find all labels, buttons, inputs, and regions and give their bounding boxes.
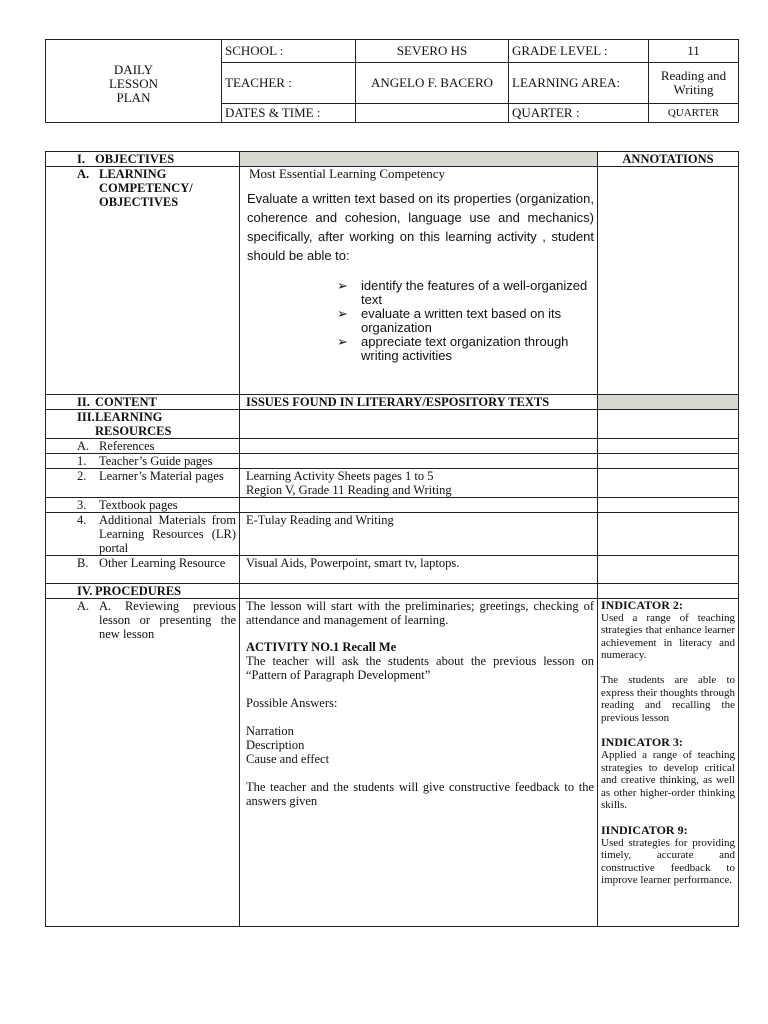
closing-text: The teacher and the students will give constructive feedback to the answers given bbox=[246, 780, 594, 808]
melc-text: Evaluate a written text based on its properties (organization, coherence and cohesion, language use and mechanics) specifically, after working on this learning activity , student should be able to: bbox=[247, 191, 594, 263]
indicator-text: Used a range of teaching strategies that enhance learner achievement in literacy and numeracy. bbox=[601, 611, 735, 662]
empty-cell bbox=[598, 410, 739, 439]
possible-answers-label: Possible Answers: bbox=[246, 696, 338, 710]
procedure-content bbox=[240, 599, 598, 927]
indicator-heading: IINDICATOR 9: bbox=[601, 822, 688, 837]
resource-value: Learning Activity Sheets pages 1 to 5 Region V, Grade 11 Reading and Writing bbox=[240, 469, 598, 498]
content-shaded-cell bbox=[598, 395, 739, 410]
resource-row bbox=[46, 498, 240, 513]
competency-label-cell bbox=[46, 167, 240, 395]
resource-label: Teacher’s Guide pages bbox=[99, 454, 213, 468]
item-key: A. bbox=[77, 599, 90, 613]
procedures-heading bbox=[46, 584, 240, 599]
area-label: LEARNING AREA: bbox=[509, 63, 649, 104]
resource-row bbox=[46, 454, 240, 469]
procedure-annotations bbox=[598, 599, 739, 927]
indicator-heading: INDICATOR 2: bbox=[601, 598, 683, 612]
bullet-text: appreciate text organization through writing activities bbox=[361, 334, 569, 363]
teacher-label: TEACHER : bbox=[222, 63, 356, 104]
content-value: ISSUES FOUND IN LITERARY/ESPOSITORY TEXTS bbox=[240, 395, 598, 410]
teacher-value: ANGELO F. BACERO bbox=[356, 63, 509, 104]
bullet-text: identify the features of a well-organized text bbox=[361, 278, 588, 307]
section-number: III. bbox=[77, 410, 95, 424]
resource-label: References bbox=[99, 439, 155, 453]
resource-value bbox=[240, 439, 598, 454]
section-title: PROCEDURES bbox=[95, 584, 182, 598]
annotation-cell bbox=[598, 167, 739, 395]
annotations-header: ANNOTATIONS bbox=[598, 152, 739, 167]
indicator-heading: INDICATOR 3: bbox=[601, 735, 683, 750]
intro-text: The lesson will start with the preliminaries; greetings, checking of attendance and management of learning. bbox=[246, 599, 594, 627]
quarter-label: QUARTER : bbox=[509, 104, 649, 123]
header-table bbox=[45, 39, 739, 123]
area-value: Reading and Writing bbox=[649, 63, 739, 104]
school-value: SEVERO HS bbox=[356, 40, 509, 63]
empty-cell bbox=[598, 513, 739, 556]
arrow-bullet-icon: ➢ bbox=[337, 278, 348, 293]
item-key: 1. bbox=[77, 454, 87, 468]
resource-row bbox=[46, 439, 240, 454]
arrow-bullet-icon: ➢ bbox=[337, 334, 348, 349]
resource-value: Visual Aids, Powerpoint, smart tv, laptops. bbox=[240, 556, 598, 584]
resource-value: E-Tulay Reading and Writing bbox=[240, 513, 598, 556]
arrow-bullet-icon: ➢ bbox=[337, 306, 348, 321]
resource-row bbox=[46, 513, 240, 556]
procedure-label-cell bbox=[46, 599, 240, 927]
empty-cell bbox=[598, 469, 739, 498]
item-key: B. bbox=[77, 556, 89, 570]
section-title: OBJECTIVES bbox=[95, 152, 175, 166]
list-item bbox=[337, 279, 594, 307]
answer-item: Narration bbox=[246, 724, 294, 738]
resource-value bbox=[240, 498, 598, 513]
dlp-title-line: DAILY bbox=[113, 62, 154, 77]
section-number: II. bbox=[77, 395, 90, 409]
empty-cell bbox=[240, 584, 598, 599]
dates-value bbox=[356, 104, 509, 123]
resource-label: Learner’s Material pages bbox=[99, 469, 224, 483]
section-number: I. bbox=[77, 152, 85, 166]
section-number: IV. bbox=[77, 584, 93, 598]
resources-heading bbox=[46, 410, 240, 439]
section-title: LEARNING RESOURCES bbox=[95, 410, 172, 438]
dlp-title-line: LESSON bbox=[108, 76, 159, 91]
list-item bbox=[337, 335, 594, 363]
item-key: A. bbox=[77, 439, 90, 453]
lesson-table bbox=[45, 151, 739, 927]
quarter-value: QUARTER bbox=[649, 104, 739, 123]
grade-value: 11 bbox=[649, 40, 739, 63]
resource-label: Textbook pages bbox=[99, 498, 178, 512]
empty-cell bbox=[598, 439, 739, 454]
school-label: SCHOOL : bbox=[222, 40, 356, 63]
list-item bbox=[337, 307, 594, 335]
item-key: 2. bbox=[77, 469, 87, 483]
competency-content bbox=[240, 167, 598, 395]
empty-cell bbox=[598, 556, 739, 584]
item-key: A. bbox=[77, 167, 90, 181]
resource-label: Additional Materials from Learning Resources (LR) portal bbox=[99, 513, 236, 555]
empty-cell bbox=[598, 584, 739, 599]
dlp-title-line: PLAN bbox=[116, 90, 151, 105]
answer-item: Cause and effect bbox=[246, 752, 330, 766]
empty-cell bbox=[598, 498, 739, 513]
section-title: CONTENT bbox=[95, 395, 157, 409]
competency-label: LEARNING COMPETENCY/ OBJECTIVES bbox=[99, 167, 193, 209]
bullet-text: evaluate a written text based on its organization bbox=[361, 306, 562, 335]
procedure-label: A. Reviewing previous lesson or presenting the new lesson bbox=[99, 599, 236, 641]
objective-bullets bbox=[243, 279, 594, 363]
resource-value bbox=[240, 454, 598, 469]
melc-title: Most Essential Learning Competency bbox=[249, 166, 446, 181]
indicator-text: Applied a range of teaching strategies to develop critical and creative thinking, as well as other higher-order thinking skills. bbox=[601, 748, 735, 812]
answer-item: Description bbox=[246, 738, 305, 752]
content-heading bbox=[46, 395, 240, 410]
grade-label: GRADE LEVEL : bbox=[509, 40, 649, 63]
activity-text: The teacher will ask the students about the previous lesson on “Pattern of Paragraph Development” bbox=[246, 654, 594, 682]
empty-cell bbox=[240, 410, 598, 439]
objectives-heading bbox=[46, 152, 240, 167]
resource-row bbox=[46, 556, 240, 584]
item-key: 4. bbox=[77, 513, 87, 527]
dlp-title bbox=[46, 40, 222, 123]
objectives-shaded-cell bbox=[240, 152, 598, 167]
dates-label: DATES & TIME : bbox=[222, 104, 356, 123]
resource-row bbox=[46, 469, 240, 498]
resource-label: Other Learning Resource bbox=[99, 556, 226, 570]
indicator-text: Used strategies for providing timely, accurate and constructive feedback to improve learner performance. bbox=[601, 836, 735, 887]
activity-title: ACTIVITY NO.1 Recall Me bbox=[246, 640, 397, 654]
indicator-text: The students are able to express their thoughts through reading and recalling the previous lesson bbox=[601, 673, 735, 724]
item-key: 3. bbox=[77, 498, 87, 512]
empty-cell bbox=[598, 454, 739, 469]
